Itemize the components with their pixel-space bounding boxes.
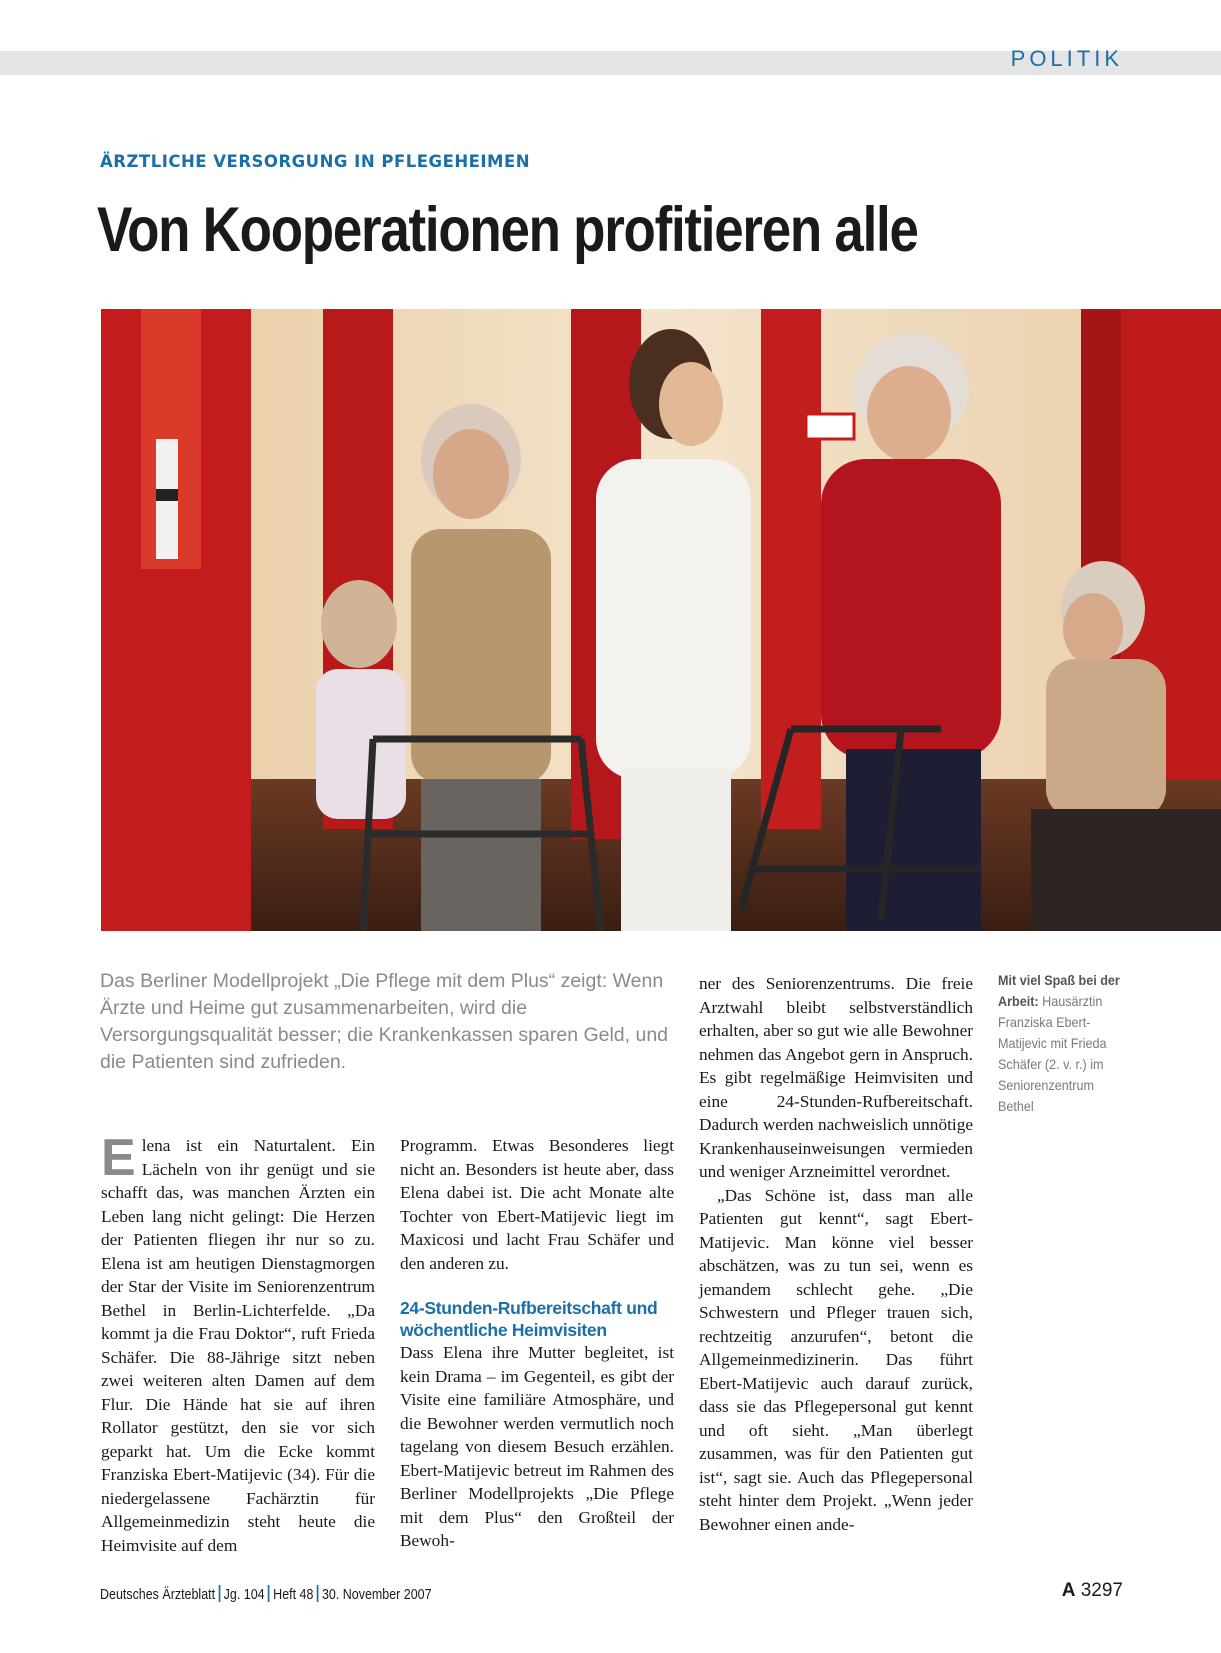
- page-prefix: A: [1061, 1580, 1076, 1601]
- article-photo: [101, 309, 1221, 931]
- page-number: [1062, 1580, 1123, 1602]
- separator: [268, 1585, 270, 1602]
- issue: Heft 48: [273, 1587, 314, 1603]
- volume: Jg. 104: [223, 1587, 265, 1603]
- issue-date: 30. November 2007: [321, 1587, 432, 1603]
- separator: [317, 1585, 319, 1602]
- body-paragraph: ner des Seniorenzentrums. Die freie Arztwahl bleibt selbstverständlich erhalten, aber so gut wie alle Bewohner nehmen das Angebot gern in Anspruch. Es gibt regelmäßige Heimvisiten und eine 24-Stunden-Rufbereitschaft. Dadurch werden nachweislich unnötige Krankenhauseinweisungen vermieden und weniger Arzneimittel verordnet.: [699, 974, 974, 1181]
- subheading: 24-Stunden-Rufbereitschaft und wöchentliche Heimvisiten: [400, 1298, 658, 1340]
- journal-name: Deutsches Ärzteblatt: [100, 1587, 216, 1603]
- body-column-1: [101, 1129, 375, 1557]
- body-paragraph: Dass Elena ihre Mutter begleitet, ist kein Drama – im Gegenteil, es gibt der Visite eine familiäre Atmosphäre, und die Bewohner werden vermutlich noch tagelang von diesem Besuch erzählen. Ebert-Matijevic betreut im Rahmen des Berliner Modellprojekts „Die Pflege mit dem Plus“ den Großteil der Bewoh-: [400, 1343, 674, 1550]
- caption-bold: Mit viel Spaß bei der Arbeit:: [998, 972, 1120, 1009]
- section-label: POLITIK: [1010, 46, 1123, 71]
- photo-caption: [998, 970, 1133, 1117]
- body-paragraph: Programm. Etwas Besonderes liegt nicht an. Besonders ist heute aber, dass Elena dabei ist. Die acht Monate alte Tochter von Ebert-Matijevic liegt im Maxicosi und lacht Frau Schäfer und den anderen zu.: [400, 1136, 674, 1273]
- footer-citation: [100, 1585, 432, 1603]
- article-lead: Das Berliner Modellprojekt „Die Pflege mit dem Plus“ zeigt: Wenn Ärzte und Heime gut zusammenarbeiten, wird die Versorgungsqualität besser; die Krankenkassen sparen Geld, und die Patienten sind zufrieden.: [100, 970, 669, 1073]
- separator: [219, 1585, 221, 1602]
- article-title: Von Kooperationen profitieren alle: [97, 195, 918, 265]
- body-column-3: [699, 972, 973, 1536]
- body-paragraph: lena ist ein Naturtalent. Ein Lächeln von ihr genügt und sie schafft das, was manchen Ärzten ein Leben lang nicht gelingt: Die Herzen der Patienten fliegen ihr nur so zu. Elena ist am heutigen Dienstagmorgen der Star der Visite im Seniorenzentrum Bethel in Berlin-Lichterfelde. „Da kommt ja die Frau Doktor“, ruft Frieda Schäfer. Die 88-Jährige sitzt neben zwei weiteren alten Damen auf dem Flur. Die Hände hat sie auf ihren Rollator gestützt, den sie vor sich geparkt hat. Um die Ecke kommt Franziska Ebert-Matijevic (34). Für die niedergelassene Fachärztin für Allgemeinmedizin steht heute die Heimvisite auf dem: [101, 1136, 375, 1555]
- article-kicker: ÄRZTLICHE VERSORGUNG IN PFLEGEHEIMEN: [100, 152, 531, 171]
- drop-cap: E: [101, 1129, 136, 1187]
- body-paragraph: „Das Schöne ist, dass man alle Patienten gut kennt“, sagt Ebert-Matijevic. Man könne viel besser abschätzen, was zu tun sei, wenn es jemandem schlecht gehe. „Die Schwestern und Pfleger trauen sich, rechtzeitig anzurufen“, betont die Allgemeinmedizinerin. Das führt Ebert-Matijevic auch darauf zurück, dass sie das Pflegepersonal gut kennt und oft sieht. „Man überlegt zusammen, was für den Patienten gut ist“, sagt sie. Auch das Pflegepersonal steht hinter dem Projekt. „Wenn jeder Bewohner einen ande-: [699, 1185, 973, 1534]
- caption-text: Hausärztin Franziska Ebert-Matijevic mit Frieda Schäfer (2. v. r.) im Seniorenzentrum Bethel: [998, 993, 1107, 1114]
- page-number-value: 3297: [1080, 1580, 1123, 1601]
- body-column-2: [400, 1134, 674, 1553]
